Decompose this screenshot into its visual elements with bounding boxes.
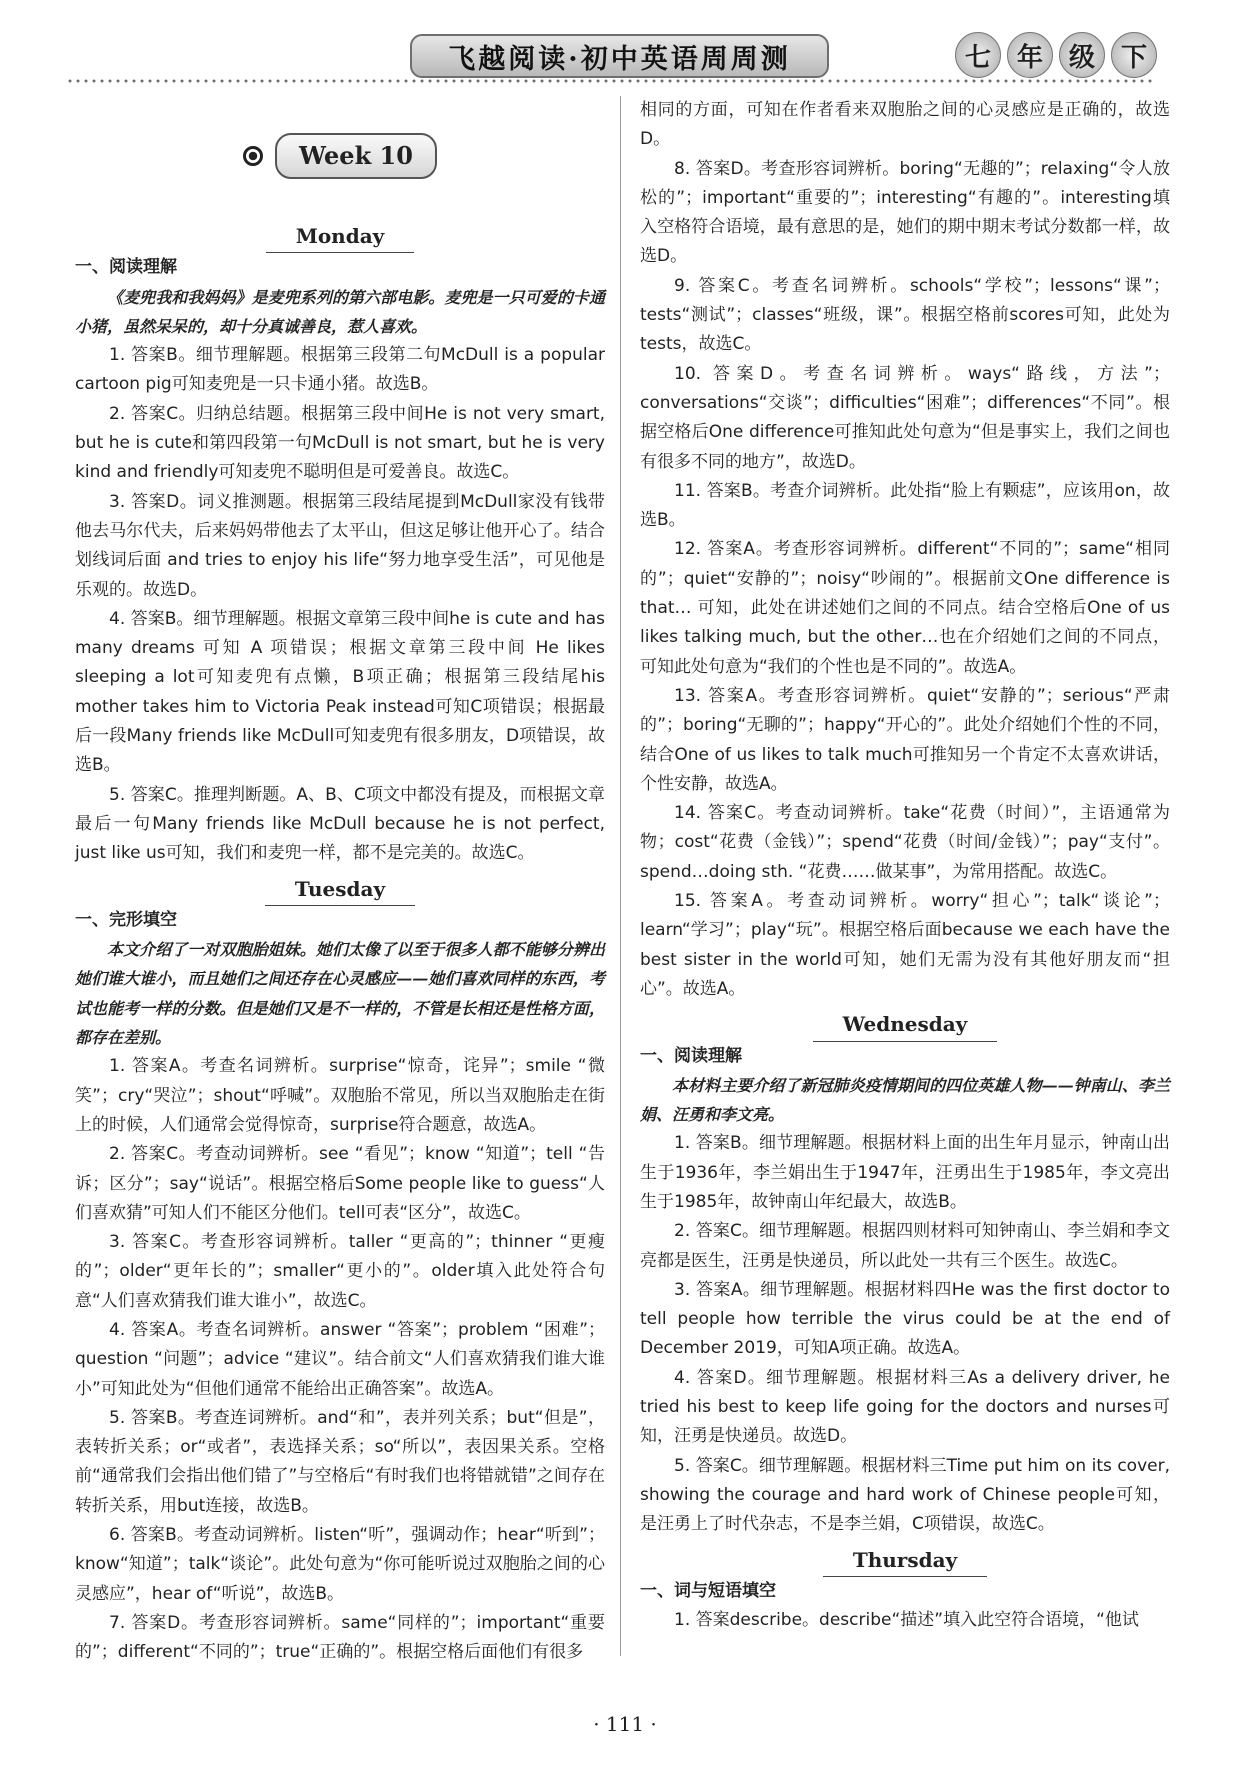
answer-item: 11. 答案B。考查介词辨析。此处指“脸上有颗痣”，应该用on，故选B。 bbox=[640, 480, 1170, 531]
day-heading-monday bbox=[75, 222, 605, 253]
answer-item: 7. 答案D。考查形容词辨析。same“同样的”；important“重要的”；different“不同的”；true“正确的”。根据空格后面他们有很多 bbox=[75, 1612, 605, 1663]
answer-item: 5. 答案C。推理判断题。A、B、C项文中都没有提及，而根据文章最后一句Many friends like McDull because he is not perfect, just like us可知，我们和麦兜一样，都不是完美的。故选C。 bbox=[75, 784, 605, 864]
answer-item: 2. 答案C。细节理解题。根据四则材料可知钟南山、李兰娟和李文亮都是医生，汪勇是快递员，所以此处一共有三个医生。故选C。 bbox=[640, 1221, 1170, 1271]
week-heading bbox=[75, 96, 605, 216]
answer-item: 1. 答案describe。describe“描述”填入此空符合语境，“他试 bbox=[674, 1610, 1139, 1631]
answer-item: 1. 答案B。细节理解题。根据材料上面的出生年月显示，钟南山出生于1936年，李兰娟出生于1947年，汪勇出生于1985年，李文亮出生于1985年，故钟南山年纪最大，故选B。 bbox=[640, 1133, 1170, 1212]
passage-summary: 本文介绍了一对双胞胎姐妹。她们太像了以至于很多人都不能够分辨出她们谁大谁小，而且她们之间还存在心灵感应——她们喜欢同样的东西，考试也能考一样的分数。但是她们又是不一样的，不管是长相还是性格方面，都存在差别。 bbox=[75, 940, 605, 1048]
section-heading: 一、词与短语填空 bbox=[640, 1580, 776, 1601]
answer-item: 2. 答案C。考查动词辨析。see “看见”；know “知道”；tell “告诉；区分”；say“说话”。根据空格后Some people like to guess“人们喜欢猜”可知人们不能区分他们。tell可表“区分”，故选C。 bbox=[75, 1144, 605, 1223]
page-number: · 111 · bbox=[593, 1712, 657, 1736]
week-title: Week 10 bbox=[275, 133, 437, 178]
right-column bbox=[640, 96, 1170, 1635]
day-title: Tuesday bbox=[265, 875, 415, 906]
day-title: Thursday bbox=[823, 1546, 987, 1577]
day-heading-tuesday bbox=[75, 875, 605, 906]
continued-text: 相同的方面，可知在作者看来双胞胎之间的心灵感应是正确的，故选D。 bbox=[640, 100, 1170, 150]
answer-item: 8. 答案D。考查形容词辨析。boring“无趣的”；relaxing“令人放松的”；important“重要的”；interesting“有趣的”。interesting填入空格符合语境，最有意思的是，她们的期中期末考试分数都一样，故选D。 bbox=[640, 158, 1170, 267]
left-column bbox=[75, 96, 605, 1668]
day-heading-thursday bbox=[640, 1546, 1170, 1577]
section-heading: 一、阅读理解 bbox=[640, 1045, 742, 1066]
series-banner: 飞越阅读·初中英语周周测 bbox=[410, 34, 829, 78]
answer-item: 1. 答案B。细节理解题。根据第三段第二句McDull is a popular cartoon pig可知麦兜是一只卡通小猪。故选B。 bbox=[75, 345, 605, 395]
answer-item: 1. 答案A。考查名词辨析。surprise“惊奇，诧异”；smile “微笑”；cry“哭泣”；shout“呼喊”。双胞胎不常见，所以当双胞胎走在街上的时候，人们通常会觉得惊奇，surprise符合题意，故选A。 bbox=[75, 1056, 605, 1135]
day-heading-wednesday bbox=[640, 1010, 1170, 1041]
answer-item: 4. 答案B。细节理解题。根据文章第三段中间he is cute and has many dreams 可知 A 项错误；根据文章第三段中间 He likes sleeping a lot可知麦兜有点懒，B项正确；根据第三段结尾his mother takes him to Victoria Peak instead可知C项错误；根据最后一段Many friends like McDull可知麦兜有很多朋友，D项错误，故选B。 bbox=[75, 608, 605, 776]
answer-item: 15. 答案A。考查动词辨析。worry“担心”；talk“谈论”；learn“学习”；play“玩”。根据空格后面because we each have the best sister in the world可知，她们无需为没有其他好朋友而“担心”。故选A。 bbox=[640, 891, 1170, 999]
grade-char: 级 bbox=[1059, 32, 1105, 78]
answer-item: 3. 答案C。考查形容词辨析。taller “更高的”；thinner “更瘦的”；older“更年长的”；smaller“更小的”。older填入此处符合句意“人们喜欢猜我们谁大谁小”，故选C。 bbox=[75, 1232, 605, 1311]
answer-item: 4. 答案A。考查名词辨析。answer “答案”；problem “困难”；question “问题”；advice “建议”。结合前文“人们喜欢猜我们谁大谁小”可知此处为“但他们通常不能给出正确答案”。故选A。 bbox=[75, 1319, 605, 1399]
section-heading: 一、完形填空 bbox=[75, 909, 177, 930]
grade-char: 年 bbox=[1007, 32, 1053, 78]
bullet-icon bbox=[243, 146, 263, 166]
answer-item: 5. 答案B。考查连词辨析。and“和”，表并列关系；but“但是”，表转折关系；or“或者”，表选择关系；so“所以”，表因果关系。空格前“通常我们会指出他们错了”与空格后“有时我们也将错就错”之间存在转折关系，用but连接，故选B。 bbox=[75, 1407, 605, 1516]
day-title: Monday bbox=[266, 222, 415, 253]
answer-item: 6. 答案B。考查动词辨析。listen“听”，强调动作；hear“听到”；know“知道”；talk“谈论”。此处句意为“你可能听说过双胞胎之间的心灵感应”，hear of“听说”，故选B。 bbox=[75, 1525, 605, 1604]
grade-badge bbox=[955, 32, 1160, 76]
answer-item: 2. 答案C。归纳总结题。根据第三段中间He is not very smart, but he is cute和第四段第一句McDull is not smart, but he is very kind and friendly可知麦兜不聪明但是可爱善良。故选C。 bbox=[75, 403, 605, 483]
answer-item: 5. 答案C。细节理解题。根据材料三Time put him on its cover, showing the courage and hard work of Chinese people可知，是汪勇上了时代杂志，不是李兰娟，C项错误，故选C。 bbox=[640, 1455, 1170, 1535]
answer-item: 14. 答案C。考查动词辨析。take“花费（时间）”，主语通常为物；cost“花费（金钱）”；spend“花费（时间/金钱）”；pay“支付”。spend…doing sth. “花费……做某事”，为常用搭配。故选C。 bbox=[640, 803, 1170, 882]
day-title: Wednesday bbox=[813, 1010, 998, 1041]
dotted-divider bbox=[66, 78, 1156, 84]
answer-item: 12. 答案A。考查形容词辨析。different“不同的”；same“相同的”；quiet“安静的”；noisy“吵闹的”。根据前文One difference is that… 可知，此处在讲述她们之间的不同点。结合空格后One of us likes talking much, but the other…也在介绍她们之间的不同点，可知此处句意为“我们的个性也是不同的”。故选A。 bbox=[640, 539, 1170, 677]
answer-item: 3. 答案D。词义推测题。根据第三段结尾提到McDull家没有钱带他去马尔代夫，后来妈妈带他去了太平山，但这足够让他开心了。结合划线词后面 and tries to enjoy his life“努力地享受生活”，可见他是乐观的。故选D。 bbox=[75, 491, 605, 600]
passage-summary: 本材料主要介绍了新冠肺炎疫情期间的四位英雄人物——钟南山、李兰娟、汪勇和李文亮。 bbox=[640, 1075, 1170, 1125]
section-heading: 一、阅读理解 bbox=[75, 257, 177, 278]
answer-item: 4. 答案D。细节理解题。根据材料三As a delivery driver, he tried his best to keep life going for the doctors and nurses可知，汪勇是快递员。故选D。 bbox=[640, 1367, 1170, 1447]
page-header bbox=[0, 0, 1250, 88]
answer-item: 10. 答案D。考查名词辨析。ways“路线，方法”；conversations“交谈”；difficulties“困难”；differences“不同”。根据空格后One difference可推知此处句意为“但是事实上，我们之间也有很多不同的地方”，故选D。 bbox=[640, 363, 1170, 472]
answer-item: 3. 答案A。细节理解题。根据材料四He was the first doctor to tell people how terrible the virus could be at the end of December 2019，可知A项正确。故选A。 bbox=[640, 1279, 1170, 1359]
grade-char: 下 bbox=[1111, 32, 1157, 78]
answer-item: 9. 答案C。考查名词辨析。schools“学校”；lessons“课”；tests“测试”；classes“班级，课”。根据空格前scores可知，此处为tests，故选C。 bbox=[640, 275, 1170, 355]
grade-char: 七 bbox=[955, 32, 1001, 78]
passage-summary: 《麦兜我和我妈妈》是麦兜系列的第六部电影。麦兜是一只可爱的卡通小猪，虽然呆呆的，却十分真诚善良，惹人喜欢。 bbox=[75, 287, 605, 336]
answer-item: 13. 答案A。考查形容词辨析。quiet“安静的”；serious“严肃的”；boring“无聊的”；happy“开心的”。此处介绍她们个性的不同，结合One of us likes to talk much可推知另一个肯定不太喜欢讲话，个性安静，故选A。 bbox=[640, 685, 1170, 794]
column-divider bbox=[620, 96, 621, 1656]
